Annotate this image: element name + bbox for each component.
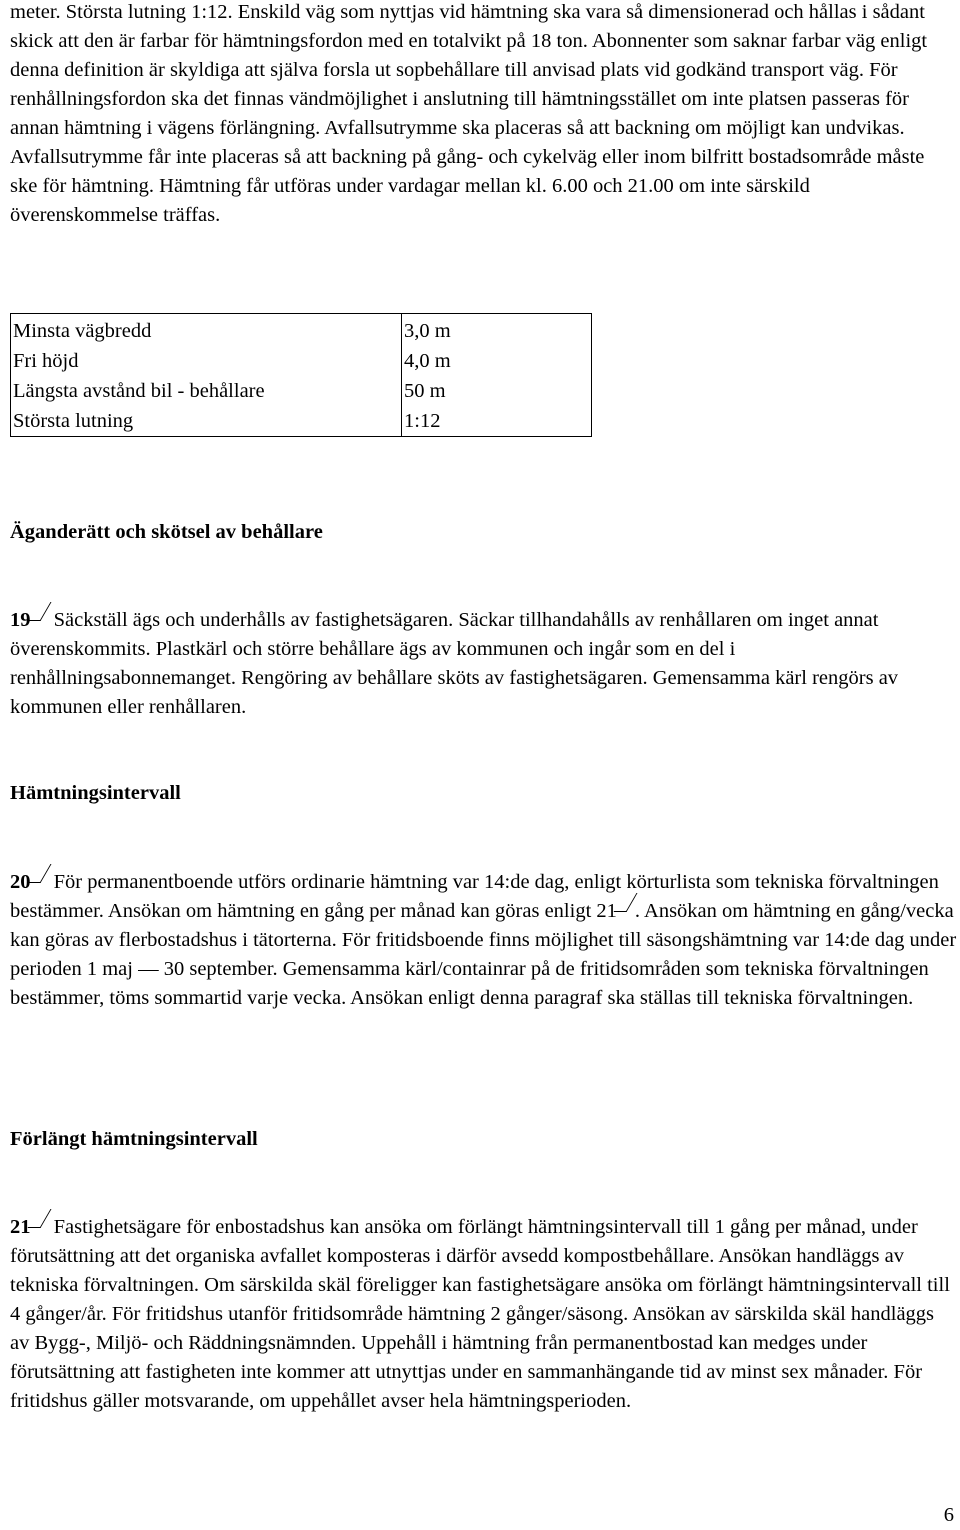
section-heading-interval: Hämtningsintervall [10, 782, 181, 804]
paragraph-number: 21 [10, 1216, 31, 1238]
section-mark-icon [31, 1223, 49, 1233]
paragraph-text: Fastighetsägare för enbostadshus kan ansöka om förlängt hämtningsintervall till 1 gång per månad, under förutsättning att det organiska avfallet komposteras i därför avsedd kompostbehållare. Ansökan handläggs av tekniska förvaltningen. Om särskilda skäl föreligger kan fastighetsägare ansöka om förlängt hämtningsintervall till 4 gånger/år. För fritidshus utanför fritidsområde hämtning 2 gånger/säsong. Ansökan av särskilda skäl handläggs av Bygg-, Miljö- och Räddningsnämnden. Uppehåll i hämtning från permanentbostad kan medges under förutsättning att fastigheten inte kommer att utnyttjas under en sammanhängande tid av minst sex månader. För fritidshus gäller motsvarande, om uppehållet avser hela hämtningsperioden. [10, 1216, 950, 1412]
section-mark-icon [617, 907, 635, 917]
spec-label: Minsta vägbredd [11, 314, 402, 347]
section-heading-ownership: Äganderätt och skötsel av behållare [10, 521, 323, 543]
spec-label: Fri höjd [11, 346, 402, 376]
paragraph-text: För permanentboende utförs ordinarie hämtning var 14:de dag, enligt körturlista som tekniska förvaltningen bestämmer. Ansökan om hämtning en gång per månad kan göras enligt 21 [10, 871, 939, 922]
table-row [11, 314, 592, 347]
paragraph-19 [10, 606, 958, 722]
table-row [11, 406, 592, 437]
spec-label: Största lutning [11, 406, 402, 437]
spec-value: 1:12 [404, 410, 441, 432]
spec-label: Längsta avstånd bil - behållare [11, 376, 402, 406]
table-row [11, 346, 592, 376]
paragraph-21 [10, 1213, 958, 1416]
spec-value: 3,0 m [404, 320, 451, 342]
spec-value: 50 m [404, 380, 446, 402]
paragraph-20 [10, 868, 958, 1013]
section-heading-extended: Förlängt hämtningsintervall [10, 1128, 258, 1150]
table-row [11, 376, 592, 406]
intro-paragraph: meter. Största lutning 1:12. Enskild väg som nyttjas vid hämtning ska vara så dimensionerad och hållas i sådant skick att den är farbar för hämtningsfordon med en totalvikt på 18 ton. Abonnenter som saknar farbar väg enligt denna definition är skyldiga att själva forsla ut sopbehållare till anvisad plats vid godkänd transport väg. För renhållningsfordon ska det finnas vändmöjlighet i anslutning till hämtningsstället om inte platsen passeras för annan hämtning i vägens förlängning. Avfallsutrymme ska placeras så att backning om möjligt kan undvikas. Avfallsutrymme får inte placeras så att backning på gång- och cykelväg eller inom bilfritt bostadsområde måste ske för hämtning. Hämtning får utföras under vardagar mellan kl. 6.00 och 21.00 om inte särskild överenskommelse träffas. [10, 1, 928, 226]
spec-value: 4,0 m [404, 350, 451, 372]
paragraph-number: 19 [10, 609, 31, 631]
section-mark-icon [31, 616, 49, 626]
section-mark-icon [31, 878, 49, 888]
page-number: 6 [943, 1504, 954, 1526]
paragraph-number: 20 [10, 871, 31, 893]
paragraph-text: Säckställ ägs och underhålls av fastighetsägaren. Säckar tillhandahålls av renhållaren om inget annat överenskommits. Plastkärl och större behållare ägs av kommunen och ingår som en del i renhållningsabonnemanget. Rengöring av behållare sköts av fastighetsägaren. Gemensamma kärl rengörs av kommunen eller renhållaren. [10, 609, 899, 718]
paragraph-text: . Ansökan om hämtning en gång/vecka kan göras av flerbostadshus i tätorterna. För fritidsboende finns möjlighet till säsongshämtning var 14:de dag under perioden 1 maj — 30 september. Gemensamma kärl/containrar på de fritidsområden som tekniska förvaltningen bestämmer, töms sommartid varje vecka. Ansökan enligt denna paragraf ska ställas till tekniska förvaltningen. [10, 900, 957, 1009]
road-spec-table [10, 313, 592, 437]
